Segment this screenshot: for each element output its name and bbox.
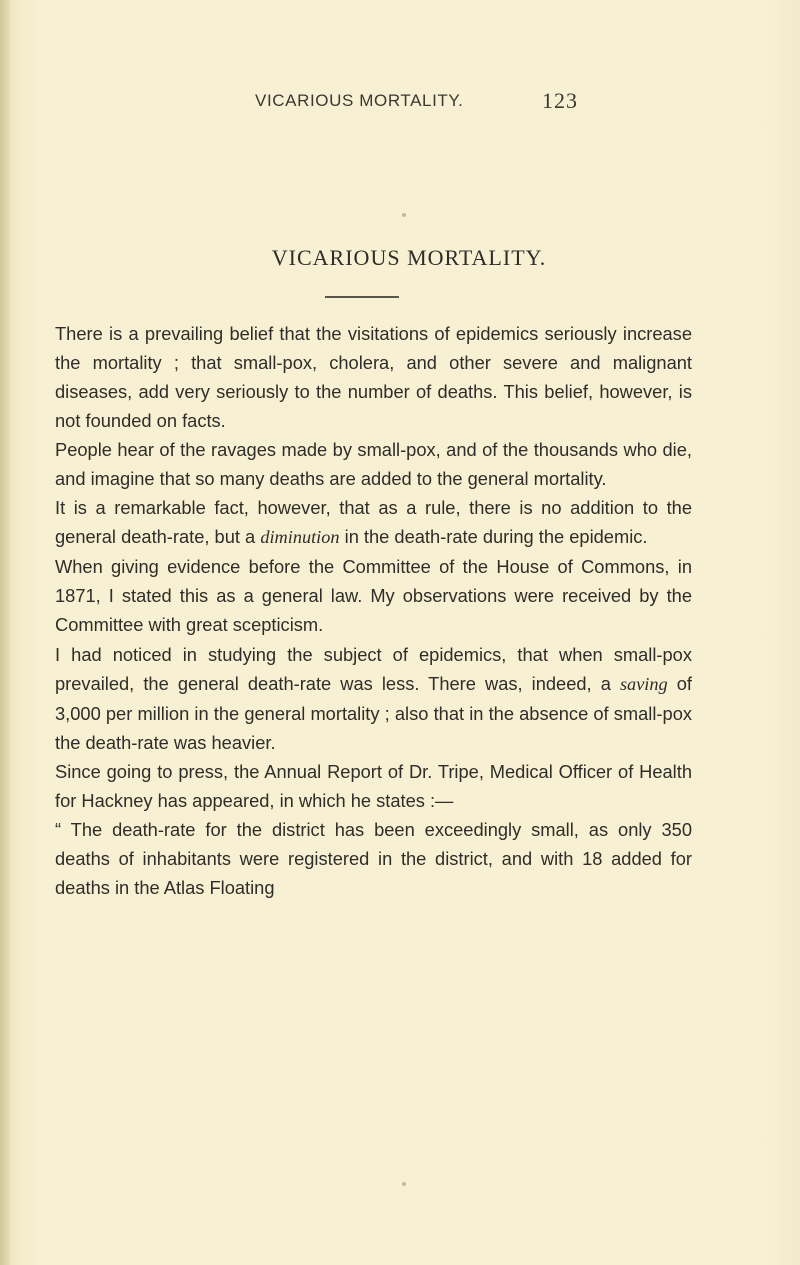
paragraph-3-before: It is a remarkable fact, however, that as a rule, there is no addition to the general death-rate, but a [55,497,692,548]
print-speck [402,1182,406,1186]
paragraph-6: Since going to press, the Annual Report of Dr. Tripe, Medical Officer of Health for Hackney has appeared, in which he states :— [55,760,692,811]
paragraph-5 [55,640,692,757]
paragraph-4: When giving evidence before the Committee of the House of Commons, in 1871, I stated this as a general law. My observations were received by the Committee with great scepticism. [55,556,692,636]
running-title: VICARIOUS MORTALITY. [255,91,464,110]
running-head [0,88,800,121]
print-speck [402,213,406,217]
paragraph-3-after: in the death-rate during the epidemic. [339,526,648,548]
emphasis-diminution: diminution [260,527,340,548]
body-text [55,319,692,902]
paragraph-3 [55,493,692,552]
paragraph-5-after: of 3,000 per million in the general mortality ; also that in the absence of small-pox the death-rate was heavier. [55,672,692,753]
paragraph-7: “ The death-rate for the district has been exceedingly small, as only 350 deaths of inhabitants were registered in the district, and with 18 added for deaths in the Atlas Floating [55,818,692,898]
paragraph-5-before: I had noticed in studying the subject of epidemics, that when small-pox prevailed, the general death-rate was less. There was, indeed, a [55,643,692,694]
emphasis-saving: saving [619,673,668,694]
chapter-title: VICARIOUS MORTALITY. [271,245,547,270]
page-gutter [0,0,10,1265]
page-number: 123 [542,88,578,113]
paragraph-1: There is a prevailing belief that the visitations of epidemics seriously increase the mortality ; that small-pox, cholera, and other severe and malignant diseases, add very seriously to the number of deaths. This belief, however, is not founded on facts. [55,323,692,432]
paragraph-2: People hear of the ravages made by small-pox, and of the thousands who die, and imagine that so many deaths are added to the general mortality. [55,439,692,490]
title-rule [325,296,399,298]
